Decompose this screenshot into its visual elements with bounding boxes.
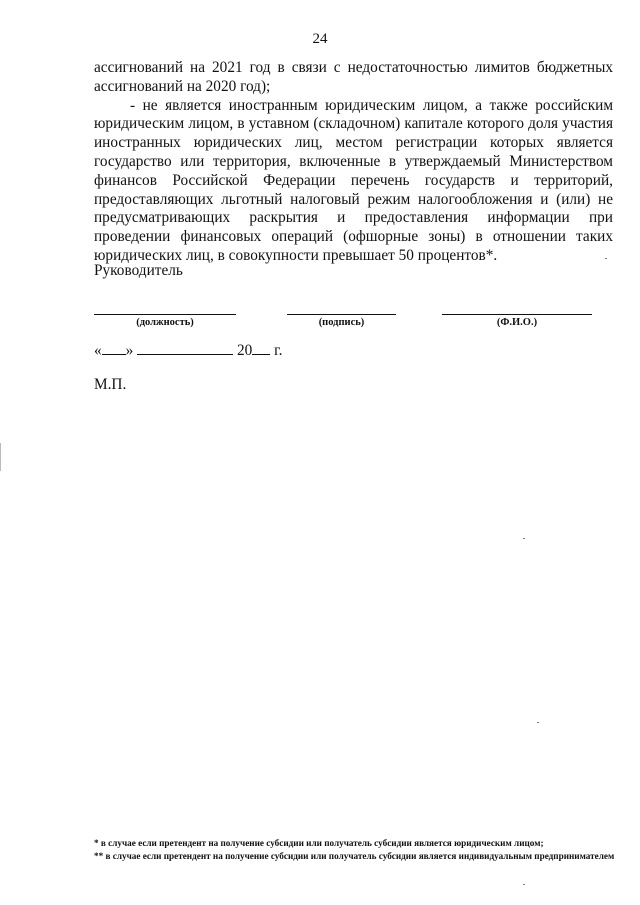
footnote-legal-entity: * в случае если претендент на получение субсидии или получатель субсидии является юридическим лицом; <box>94 838 544 848</box>
full-name-line <box>442 314 592 315</box>
page-number: 24 <box>312 31 328 47</box>
speck <box>523 884 525 885</box>
paragraph-appropriations: ассигнований на 2021 год в связи с недостаточностью лимитов бюджетных ассигнований на 2020 год); <box>94 59 613 95</box>
page-edge-mark <box>0 443 1 471</box>
open-quote: « <box>94 342 102 359</box>
speck <box>523 538 525 539</box>
position-line <box>94 314 236 315</box>
signature-caption: (подпись) <box>318 317 365 328</box>
speck <box>605 258 607 259</box>
position-caption: (должность) <box>136 317 194 328</box>
year-blank <box>252 342 270 355</box>
paragraph-not-foreign-entity: - не является иностранным юридическим лицом, а также российским юридическим лицом, в уставном (складочном) капитале которого доля участия иностранных юридических лиц, местом регистрации которых является государство или территория, включенные в утверждаемый Министерством финансов Российской Федерации перечень государств и территорий, предоставляющих льготный налоговый режим налогообложения и (или) не предусматривающих раскрытия и предоставления информации при проведении финансовых операций (офшорные зоны) в отношении таких юридических лиц, в совокупности превышает 50 процентов*. <box>94 96 613 264</box>
footnote-individual-entrepreneur: ** в случае если претендент на получение субсидии или получатель субсидии является индивидуальным предпринимателем <box>94 851 615 861</box>
document-body <box>94 59 613 266</box>
date-line <box>94 342 282 360</box>
close-quote: » <box>125 342 134 359</box>
full-name-caption: (Ф.И.О.) <box>496 317 538 328</box>
month-blank <box>137 342 233 355</box>
signature-line <box>287 314 396 315</box>
speck <box>537 722 539 723</box>
day-blank <box>102 342 126 355</box>
year-prefix: 20 <box>236 342 253 359</box>
year-suffix: г. <box>274 342 283 359</box>
head-label: Руководитель <box>94 262 183 279</box>
stamp-place: М.П. <box>94 376 127 393</box>
